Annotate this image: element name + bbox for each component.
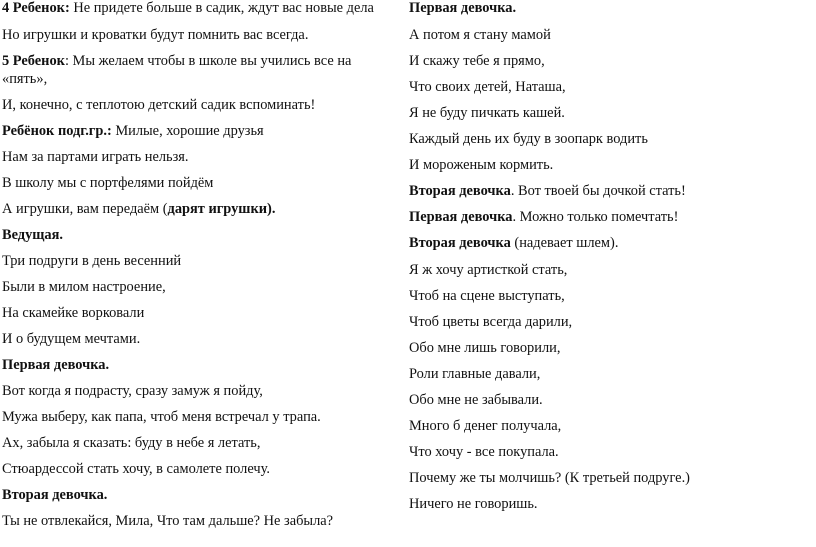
line-text: . Вот твоей бы дочкой стать! — [510, 183, 686, 199]
text-line: Я ж хочу артисткой стать, — [409, 262, 568, 278]
text-line: Ах, забыла я сказать: буду в небе я летать, — [2, 435, 261, 451]
speaker-heading: Ведущая. — [2, 227, 63, 243]
text-line: А потом я стану мамой — [409, 27, 551, 43]
text-line: Но игрушки и кроватки будут помнить вас всегда. — [2, 27, 309, 43]
text-line: И о будущем мечтами. — [2, 331, 141, 347]
text-line: Что своих детей, Наташа, — [409, 79, 566, 95]
text-line — [409, 209, 678, 226]
line-text: Не придете больше в садик, ждут вас новые дела — [69, 0, 374, 16]
text-line: На скамейке ворковали — [2, 305, 145, 321]
text-line: Ты не отвлекайся, Мила, Что там дальше? Не забыла? — [2, 513, 334, 529]
speaker-label: Ребёнок подг.гр.: — [2, 123, 112, 139]
text-line: И мороженым кормить. — [409, 157, 554, 173]
text-line: Стюардессой стать хочу, в самолете полечу. — [2, 461, 270, 477]
line-text: А игрушки, вам передаём ( — [2, 201, 168, 217]
text-line: Много б денег получала, — [409, 418, 562, 434]
text-line: Чтоб на сцене выступать, — [409, 288, 565, 304]
text-line — [2, 123, 264, 140]
text-line — [2, 53, 351, 70]
text-line: Что хочу - все покупала. — [409, 444, 559, 460]
line-text: Милые, хорошие друзья — [111, 123, 264, 139]
speaker-heading: Первая девочка. — [409, 0, 517, 16]
line-text: . Можно только помечтать! — [512, 209, 679, 225]
speaker-label: Вторая девочка — [409, 235, 511, 251]
stage-direction: (надевает шлем). — [510, 235, 619, 251]
text-line: Мужа выберу, как папа, чтоб меня встречал у трапа. — [2, 409, 321, 425]
text-line — [2, 201, 275, 218]
text-line: И скажу тебе я прямо, — [409, 53, 545, 69]
text-line: В школу мы с портфелями пойдём — [2, 175, 214, 191]
speaker-label: 5 Ребенок — [2, 53, 65, 69]
text-line: Были в милом настроение, — [2, 279, 166, 295]
text-line: «пять», — [2, 71, 48, 87]
speaker-heading: Первая девочка. — [2, 357, 110, 373]
text-line: Три подруги в день весенний — [2, 253, 182, 269]
text-line: И, конечно, с теплотою детский садик вспоминать! — [2, 97, 316, 113]
text-line: Я не буду пичкать кашей. — [409, 105, 565, 121]
text-line: Обо мне не забывали. — [409, 392, 543, 408]
text-line: Нам за партами играть нельзя. — [2, 149, 189, 165]
text-line: Роли главные давали, — [409, 366, 541, 382]
text-line: Чтоб цветы всегда дарили, — [409, 314, 573, 330]
text-line: Ничего не говоришь. — [409, 496, 538, 512]
speaker-heading: Вторая девочка. — [2, 487, 108, 503]
speaker-label: Первая девочка — [409, 209, 513, 225]
stage-direction: дарят игрушки). — [167, 201, 276, 217]
text-line: Каждый день их буду в зоопарк водить — [409, 131, 648, 147]
speaker-label: Вторая девочка — [409, 183, 511, 199]
text-line: Почему же ты молчишь? (К третьей подруге.) — [409, 470, 690, 486]
text-line: Вот когда я подрасту, сразу замуж я пойду, — [2, 383, 263, 399]
text-line — [409, 235, 618, 252]
text-line: Обо мне лишь говорили, — [409, 340, 561, 356]
speaker-label: 4 Ребенок: — [2, 0, 70, 16]
text-line — [409, 183, 686, 200]
text-line — [2, 0, 374, 17]
line-text: : Мы желаем чтобы в школе вы учились все на — [64, 53, 352, 69]
